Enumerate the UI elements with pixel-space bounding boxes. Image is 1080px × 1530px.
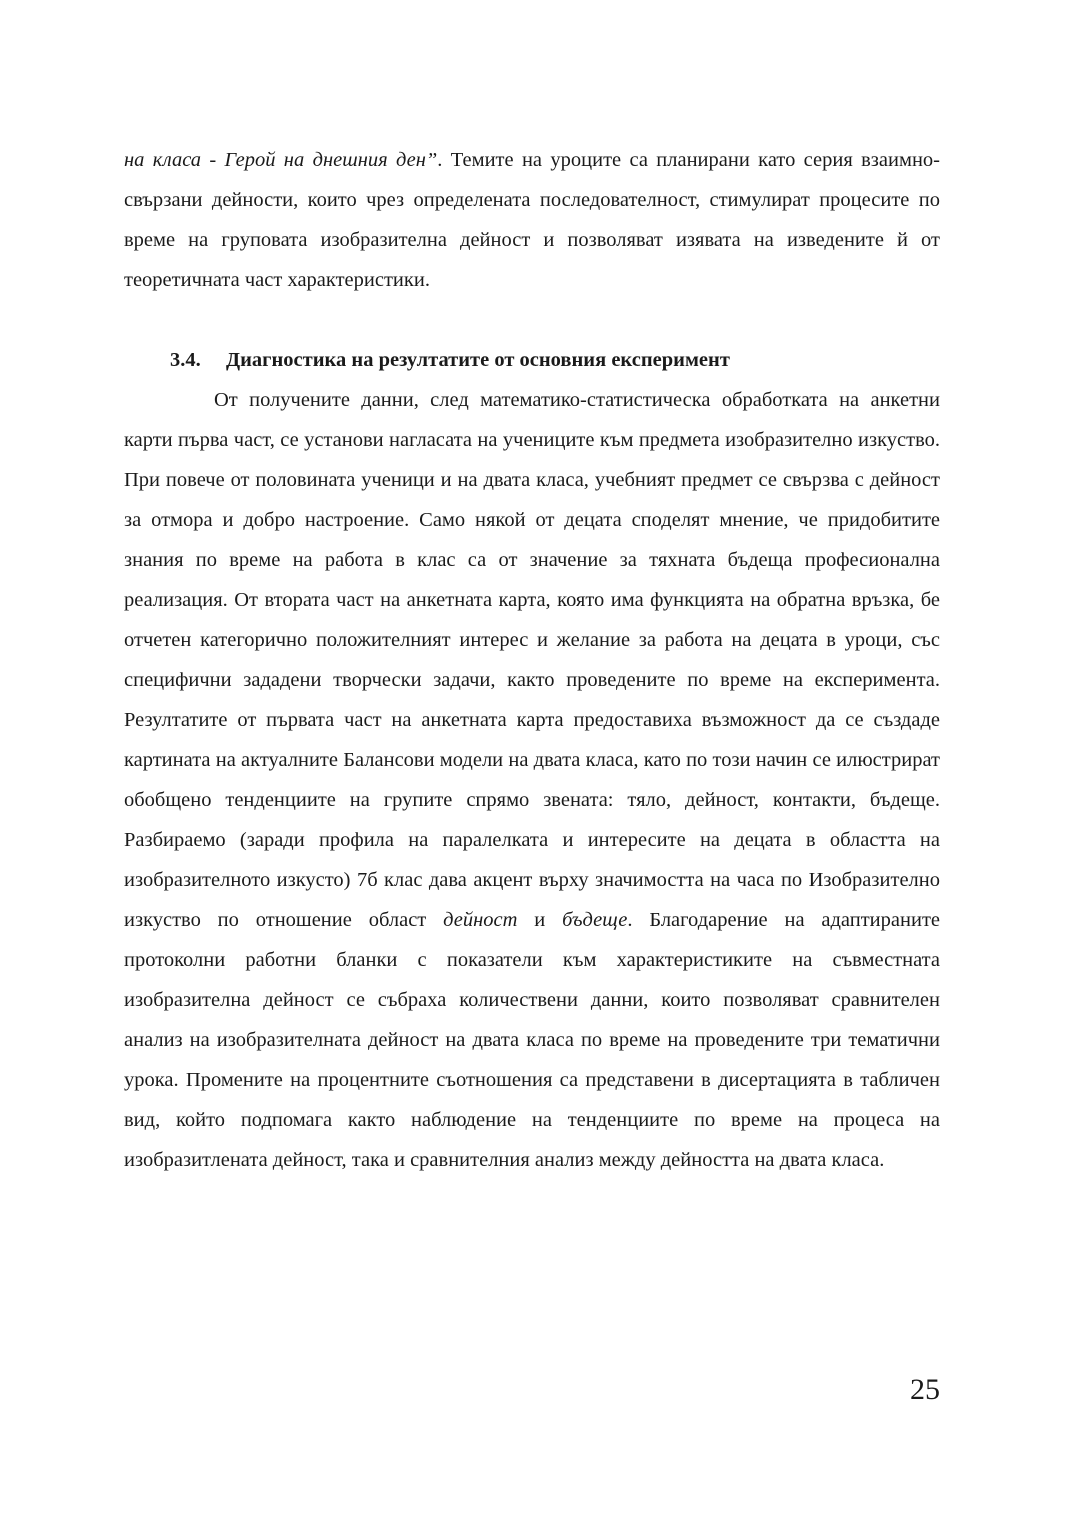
- body-text-part1: От получените данни, след математико-статистическа обработката на анкетни карти първа част, се установи нагласата на учениците към предмета изобразително изкуство. При повече от половината ученици и на двата класа, учебният предмет се свързва с дейност за отмора и добро настроение. Само някой от децата споделят мнение, че придобитите знания по време на работа в клас са от значение за тяхната бъдеща професионална реализация. От втората част на анкетната карта, която има функцията на обратна връзка, бе отчетен категорично положителният интерес и желание за работа на децата в уроци, със специфични зададени творчески задачи, както проведените по време на експеримента. Резултатите от първата част на анкетната карта предоставиха възможност да се създаде картината на актуалните Балансови модели на двата класа, като по този начин се илюстрират обобщено тенденциите на групите спрямо звената: тяло, дейност, контакти, бъдеще. Разбираемо (заради профила на паралелката и интересите на децата в областта на изобразителното изкусто) 7б клас дава акцент върху значимостта на часа по Изобразително изкуство по отношение област: [124, 389, 940, 931]
- page-number: 25: [910, 1373, 940, 1406]
- intro-text: . Темите на уроците са планирани като серия взаимно-свързани дейности, които чрез определената последователност, стимулират процесите по време на груповата изобразителна дейност и позволяват изявата на изведените й от теоретичната част характеристики.: [124, 149, 940, 291]
- body-paragraph: [124, 380, 940, 1180]
- section-heading: [170, 340, 730, 380]
- body-text-part2: . Благодарение на адаптираните протоколни работни бланки с показатели към характеристиките на съвместната изобразителна дейност се събраха количествени данни, които позволяват сравнителен анализ на изобразителната дейност на двата класа по време на проведените три тематични урока. Промените на процентните съотношения са представени в дисертацията в табличен вид, който подпомага както наблюдение на тенденциите по време на процеса на изобразитлената дейност, така и сравнителния анализ между дейността на двата класа.: [124, 909, 941, 1171]
- section-title: Диагностика на резултатите от основния експеримент: [226, 349, 730, 371]
- intro-paragraph: [124, 140, 940, 300]
- body-italic-dejnost: дейност: [443, 909, 518, 931]
- intro-italic-text: на класа - Герой на днешния ден”: [124, 149, 438, 171]
- body-conjunction: и: [517, 909, 563, 931]
- body-italic-badeshte: бъдеще: [562, 909, 628, 931]
- section-number: 3.4.: [170, 349, 201, 371]
